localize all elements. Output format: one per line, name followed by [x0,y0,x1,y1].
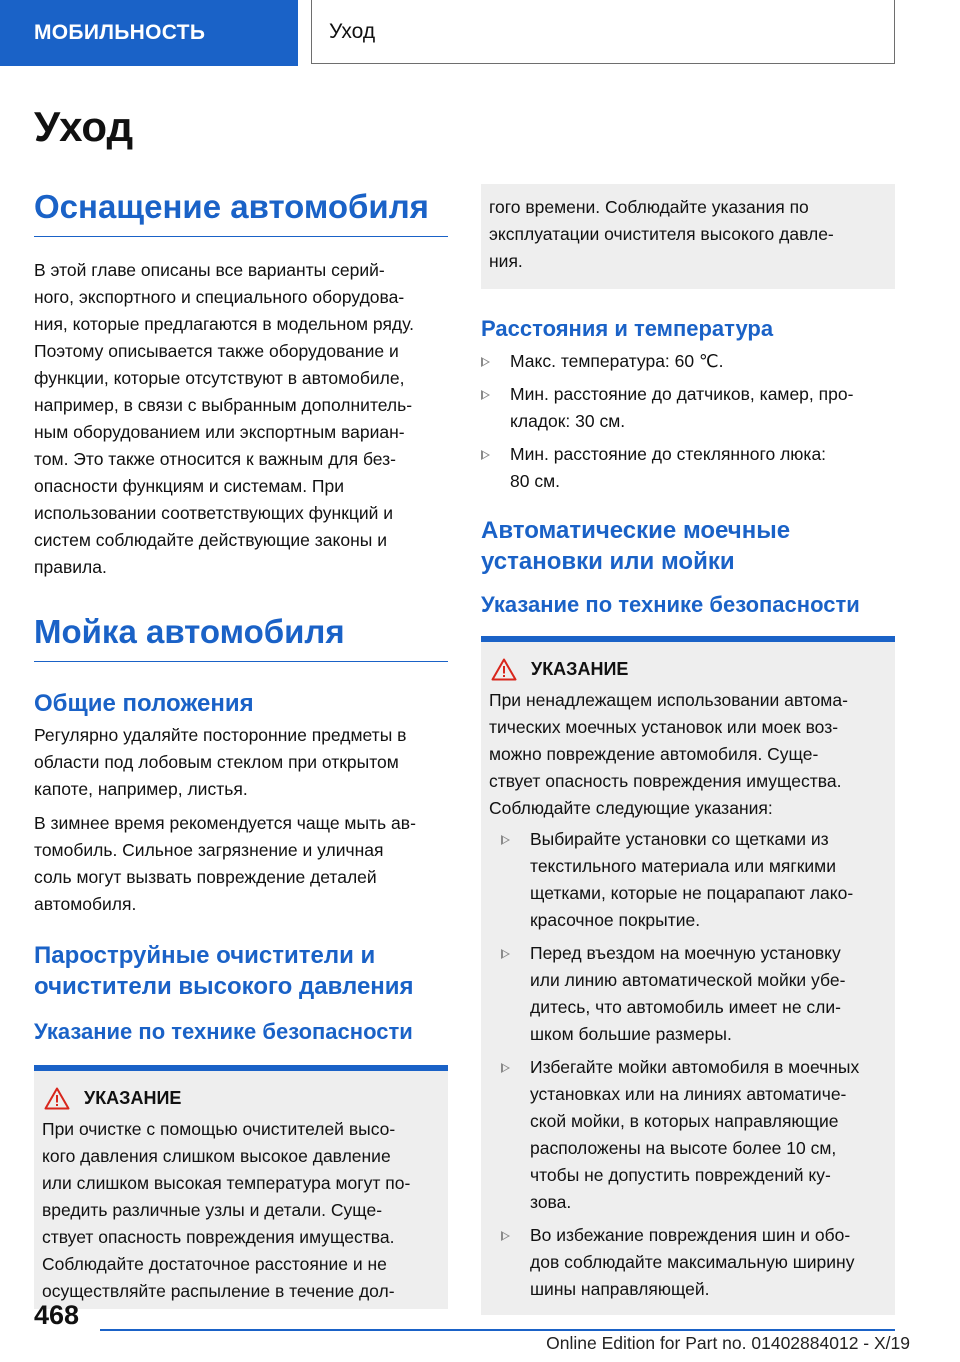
notice-label-2: УКАЗАНИЕ [531,658,629,679]
triangle-bullet-icon [481,390,490,400]
notice-box-2 [481,636,895,1315]
general-paragraph-2: В зимнее время рекомендуется чаще мыть ав- томобиль. Сильное загрязнение и уличная соль могут вызвать повреждение деталей автомобиля. [34,813,416,915]
triangle-bullet-icon [501,949,510,959]
chapter-label: Уход [329,19,376,43]
notice-header [42,1087,440,1110]
list-item: Перед въездом на моечную установку или линию автоматической мойки убе- дитесь, что автомобиль имеет не сли- шком большие размеры. [501,940,887,1048]
page-title: Уход [34,103,134,150]
list-item: Мин. расстояние до датчиков, камер, про- кладок: 30 см. [481,381,895,435]
right-column [481,184,895,1315]
list-item: Избегайте мойки автомобиля в моечных установках или на линиях автоматиче- ской мойки, в которых направляющие расположены на высоте более 10 см, чтобы не допустить повреждений ку- зова. [501,1054,887,1216]
footer-edition: Online Edition for Part no. 01402884012 - X/19 [546,1333,910,1353]
section-tab[interactable]: МОБИЛЬНОСТЬ [0,0,298,66]
triangle-bullet-icon [481,450,490,460]
triangle-bullet-icon [501,835,510,845]
footer-divider [100,1329,895,1331]
triangle-bullet-icon [501,1063,510,1073]
list-item: Во избежание повреждения шин и обо- дов соблюдайте максимальную ширину шины направляющей. [501,1222,887,1303]
heading-car-wash: Мойка автомобиля [34,613,448,662]
notice-label: УКАЗАНИЕ [84,1088,182,1109]
distances-list [481,348,895,495]
warning-icon [44,1087,70,1110]
notice-continuation-text: гого времени. Соблюдайте указания по эксплуатации очистителя высокого давле- ния. [489,197,834,271]
notice-list [501,826,887,1303]
triangle-bullet-icon [501,1231,510,1241]
chapter-header [311,0,895,64]
warning-icon [491,658,517,681]
list-item: Мин. расстояние до стеклянного люка: 80 см. [481,441,895,495]
equipment-paragraph: В этой главе описаны все варианты серий- ного, экспортного и специального оборудова- ния, которые предлагаются в модельном ряду. Поэтому описывается также оборудование и функции, которые отсутствуют в автомобиле, например, в связи с выбранным дополнитель- ным оборудованием или экспортным вариан- том. Это также относится к важным для без- опасности функциям и системам. При использовании соответствующих функций и систем соблюдайте действующие законы и правила. [34,259,414,577]
heading-equipment: Оснащение автомобиля [34,188,448,237]
list-item: Выбирайте установки со щетками из текстильного материала или мягкими щетками, которые не поцарапают лако- красочное покрытие. [501,826,887,934]
heading-pressure-washers: Пароструйные очистители и очистители высокого давления [34,942,414,1001]
heading-automatic-wash: Автоматические моечные установки или мойки [481,516,791,575]
notice-continuation [481,184,895,289]
heading-general: Общие положения [34,689,254,717]
heading-safety-note-2: Указание по технике безопасности [481,591,860,617]
notice-header-2 [489,658,887,681]
notice-text: При очистке с помощью очистителей высо- кого давления слишком высокое давление или слишком высокая температура могут по- вредить различные узлы и детали. Суще- ствует опасность повреждения имущества. Соблюдайте достаточное расстояние и не осуществляйте распыление в течение дол- [42,1119,411,1302]
notice-text-2: При ненадлежащем использовании автома- тических моечных установок или моек воз- можно повреждение автомобиля. Суще- ствует опасность повреждения имущества. Соблюдайте следующие указания: [489,689,848,818]
page-number: 468 [34,1300,80,1330]
notice-box [34,1065,448,1309]
triangle-bullet-icon [481,357,490,367]
heading-distances: Расстояния и температура [481,316,774,341]
left-column [34,188,448,1309]
list-item: Макс. температура: 60 ℃. [481,348,895,375]
general-paragraph-1: Регулярно удаляйте посторонние предметы в области под лобовым стеклом при открытом капоте, например, листья. [34,725,407,800]
heading-safety-note: Указание по технике безопасности [34,1019,413,1045]
